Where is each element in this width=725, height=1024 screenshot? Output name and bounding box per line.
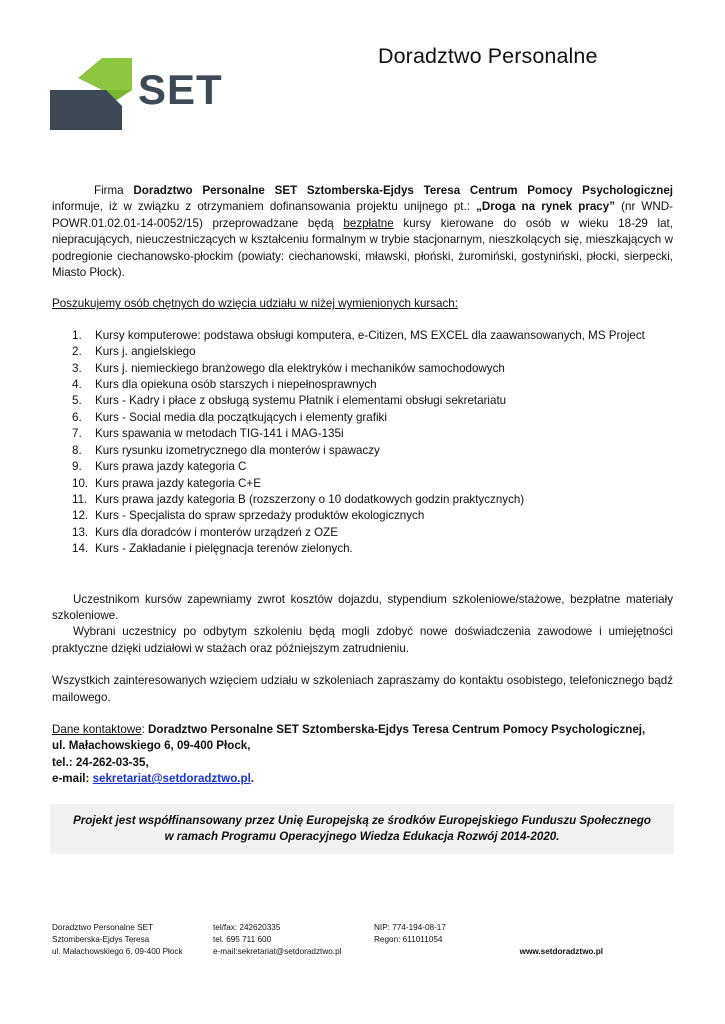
course-number: 9. bbox=[72, 460, 82, 474]
course-item bbox=[52, 508, 673, 524]
footer-telfax: tel/fax: 242620335 bbox=[213, 923, 281, 932]
course-number: 13. bbox=[72, 525, 89, 539]
course-item bbox=[52, 328, 673, 344]
contact-email-link[interactable]: sekretariat@setdoradztwo.pl bbox=[92, 772, 251, 786]
course-text: Kurs - Zakładanie i pielęgnacja terenów zielonych. bbox=[95, 542, 353, 556]
contact-email-label: e-mail: bbox=[52, 772, 93, 786]
course-number: 11. bbox=[72, 492, 88, 506]
footer-contact-column bbox=[213, 922, 373, 958]
footer-website-link[interactable]: www.setdoradztwo.pl bbox=[519, 947, 603, 956]
contact-address: ul. Małachowskiego 6, 09-400 Płock, bbox=[52, 739, 251, 753]
course-text: Kursy komputerowe: podstawa obsługi komputera, e-Citizen, MS EXCEL dla zaawansowanych, MS Project bbox=[95, 328, 645, 342]
contact-company: Doradztwo Personalne SET Sztomberska-Ejdys Teresa Centrum Pomocy Psychologicznej, bbox=[148, 722, 646, 736]
footer-email: e-mail:sekretariat@setdoradztwo.pl bbox=[213, 947, 342, 956]
course-text: Kurs j. angielskiego bbox=[95, 345, 196, 359]
eu-notice-line-1: Projekt jest współfinansowany przez Unię Europejską ze środków Europejskiego Funduszu Społecznego bbox=[73, 813, 651, 827]
course-text: Kurs - Specjalista do spraw sprzedaży produktów ekologicznych bbox=[95, 509, 425, 523]
intro-text-1: Firma bbox=[94, 184, 134, 197]
intro-project-name: „Droga na rynek pracy” bbox=[476, 200, 615, 214]
course-item bbox=[52, 525, 673, 541]
contact-colon: : bbox=[141, 722, 149, 736]
course-item bbox=[52, 377, 673, 393]
course-item bbox=[52, 541, 673, 557]
footer-company-address: ul. Małachowskiego 6, 09-400 Płock bbox=[52, 947, 183, 956]
footer-ids-column bbox=[374, 922, 504, 946]
logo-green-arrow bbox=[78, 58, 132, 90]
course-number: 8. bbox=[72, 443, 82, 457]
courses-heading: Poszukujemy osób chętnych do wzięcia udziału w niżej wymienionych kursach: bbox=[52, 297, 458, 311]
logo-text: SET bbox=[138, 66, 223, 113]
course-text: Kurs rysunku izometrycznego dla monterów i spawaczy bbox=[95, 443, 380, 457]
footer-company-name: Doradztwo Personalne SET bbox=[52, 923, 154, 932]
course-number: 3. bbox=[72, 361, 82, 375]
course-number: 4. bbox=[72, 378, 82, 392]
course-item bbox=[52, 492, 673, 508]
course-text: Kurs dla doradców i monterów urządzeń z OZE bbox=[95, 525, 338, 539]
contact-line-email bbox=[52, 771, 673, 787]
course-text: Kurs dla opiekuna osób starszych i niepełnosprawnych bbox=[95, 378, 377, 392]
course-item bbox=[52, 393, 673, 409]
outcomes-paragraph: Wybrani uczestnicy po odbytym szkoleniu będą mogli zdobyć nowe doświadczenia zawodowe i umiejętności praktyczne dzięki udziałowi w stażach oraz późniejszym zatrudnieniu. bbox=[52, 625, 673, 655]
document-body bbox=[52, 183, 673, 788]
course-text: Kurs j. niemieckiego branżowego dla elektryków i mechaników samochodowych bbox=[95, 361, 505, 375]
course-text: Kurs prawa jazdy kategoria C+E bbox=[95, 476, 261, 490]
contact-email-end: . bbox=[250, 772, 255, 786]
invitation-paragraph: Wszystkich zainteresowanych wzięciem udziału w szkoleniach zapraszamy do kontaktu osobistego, telefonicznego bądź mailowego. bbox=[52, 674, 673, 704]
course-number: 2. bbox=[72, 345, 82, 359]
footer-tel: tel. 695 711 600 bbox=[213, 935, 272, 944]
course-item bbox=[52, 361, 673, 377]
course-item bbox=[52, 476, 673, 492]
course-text: Kurs - Social media dla początkujących i elementy grafiki bbox=[95, 410, 387, 424]
set-logo bbox=[50, 58, 250, 130]
course-number: 5. bbox=[72, 394, 82, 408]
footer-regon: Regon: 611011054 bbox=[374, 935, 443, 944]
intro-company: Doradztwo Personalne SET Sztomberska-Ejdys Teresa Centrum Pomocy Psychologicznej bbox=[133, 184, 673, 197]
contact-phone: tel.: 24-262-03-35, bbox=[52, 755, 149, 769]
contact-block bbox=[52, 722, 673, 788]
course-item bbox=[52, 426, 673, 442]
course-number: 14. bbox=[72, 542, 89, 556]
contact-label: Dane kontaktowe bbox=[52, 722, 142, 736]
eu-funding-notice bbox=[50, 804, 674, 854]
course-number: 7. bbox=[72, 427, 82, 441]
intro-text-2: informuje, iż w związku z otrzymaniem dofinansowania projektu unijnego pt.: bbox=[52, 200, 477, 214]
course-list bbox=[52, 328, 673, 558]
logo-dark-shape bbox=[50, 90, 122, 130]
intro-text-4: kursy kierowane do osób w wieku 18-29 lat, niepracujących, nieuczestniczących w kształceniu formalnym w trybie stacjonarnym, nieszkolących się, mieszkających w podregionie ciechanowsko-płockim (powiaty: ciechanowski, mławski, płoński, żuromiński, gostyniński, płocki, sierpecki, Miasto Płock). bbox=[52, 216, 674, 280]
course-number: 6. bbox=[72, 410, 82, 424]
course-item bbox=[52, 410, 673, 426]
footer-nip: NIP: 774-194-08-17 bbox=[374, 923, 446, 932]
footer-company-owner: Sztomberska-Ejdys Teresa bbox=[52, 935, 150, 944]
course-number: 10. bbox=[72, 476, 89, 490]
contact-line-phone bbox=[52, 755, 673, 771]
course-text: Kurs prawa jazdy kategoria C bbox=[95, 460, 247, 474]
footer-company-column bbox=[52, 922, 212, 958]
course-item bbox=[52, 443, 673, 459]
contact-line-address bbox=[52, 738, 673, 754]
eu-notice-line-2: w ramach Programu Operacyjnego Wiedza Edukacja Rozwój 2014-2020. bbox=[164, 830, 560, 843]
page-title: Doradztwo Personalne bbox=[378, 44, 598, 68]
intro-free-word: bezpłatne bbox=[343, 216, 394, 230]
course-number: 12. bbox=[72, 509, 89, 523]
course-text: Kurs - Kadry i płace z obsługą systemu Płatnik i elementami obsługi sekretariatu bbox=[95, 394, 507, 408]
course-item bbox=[52, 459, 673, 475]
course-text: Kurs prawa jazdy kategoria B (rozszerzony o 10 dodatkowych godzin praktycznych) bbox=[95, 492, 525, 506]
course-item bbox=[52, 344, 673, 360]
benefits-paragraph: Uczestnikom kursów zapewniamy zwrot kosztów dojazdu, stypendium szkoleniowe/stażowe, bezpłatne materiały szkoleniowe. bbox=[52, 592, 673, 622]
contact-line-company bbox=[52, 722, 673, 738]
course-number: 1. bbox=[72, 328, 82, 342]
course-text: Kurs spawania w metodach TIG-141 i MAG-135i bbox=[95, 427, 344, 441]
intro-paragraph bbox=[52, 183, 673, 281]
intro-text-3: (nr WND-POWR.01.02.01-14-0052/15) przeprowadzane będą bbox=[52, 200, 673, 230]
